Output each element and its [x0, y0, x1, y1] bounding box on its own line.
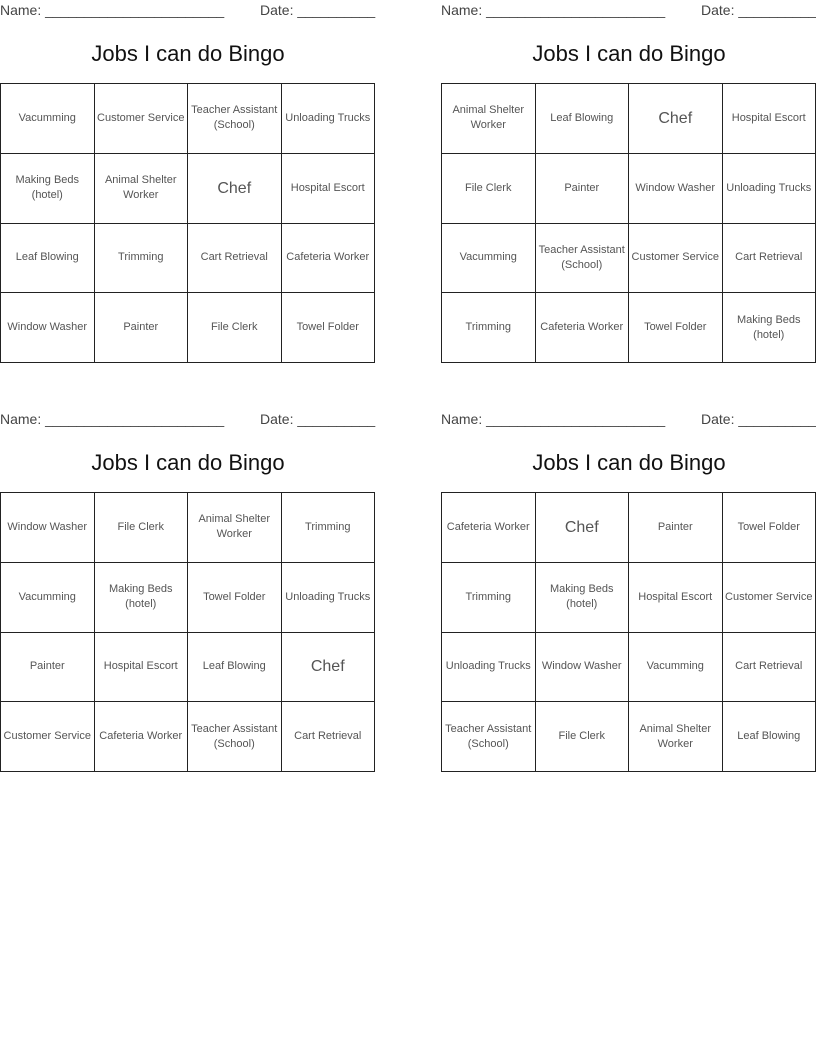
bingo-cell[interactable]: Customer Service	[95, 84, 189, 154]
date-field[interactable]: Date: __________	[701, 2, 816, 18]
bingo-cell[interactable]: File Clerk	[442, 154, 536, 224]
bingo-cell[interactable]: Trimming	[282, 493, 376, 563]
bingo-cell[interactable]: Hospital Escort	[95, 633, 189, 703]
bingo-cell[interactable]: Chef	[536, 493, 630, 563]
bingo-cell[interactable]: Making Beds (hotel)	[95, 563, 189, 633]
card-title: Jobs I can do Bingo	[91, 41, 285, 66]
name-field[interactable]: Name: _______________________	[441, 2, 666, 18]
card-header	[441, 409, 816, 429]
bingo-cell[interactable]: Customer Service	[629, 224, 723, 294]
bingo-cell[interactable]: Customer Service	[723, 563, 816, 633]
bingo-cell[interactable]: Window Washer	[1, 293, 95, 363]
bingo-card-3	[0, 409, 376, 774]
bingo-cell[interactable]: Leaf Blowing	[188, 633, 282, 703]
date-field[interactable]: Date: __________	[701, 411, 816, 427]
bingo-cell[interactable]: Painter	[1, 633, 95, 703]
bingo-cell[interactable]: Vacumming	[1, 563, 95, 633]
bingo-cell[interactable]: Unloading Trucks	[723, 154, 816, 224]
bingo-cell[interactable]: File Clerk	[188, 293, 282, 363]
bingo-cell[interactable]: Trimming	[442, 563, 536, 633]
bingo-grid	[441, 492, 816, 772]
bingo-cell[interactable]: File Clerk	[95, 493, 189, 563]
bingo-cell[interactable]: Animal Shelter Worker	[442, 84, 536, 154]
bingo-cell[interactable]: Cafeteria Worker	[536, 293, 630, 363]
bingo-cell[interactable]: Cafeteria Worker	[95, 702, 189, 772]
bingo-cell[interactable]: Cafeteria Worker	[442, 493, 536, 563]
bingo-cell[interactable]: Leaf Blowing	[1, 224, 95, 294]
bingo-cell[interactable]: Painter	[629, 493, 723, 563]
bingo-grid	[0, 492, 375, 772]
bingo-cell[interactable]: Vacumming	[1, 84, 95, 154]
bingo-grid	[441, 83, 816, 363]
bingo-cell[interactable]: Teacher Assistant (School)	[536, 224, 630, 294]
card-title: Jobs I can do Bingo	[532, 450, 726, 475]
bingo-cell[interactable]: Trimming	[442, 293, 536, 363]
bingo-cell[interactable]: Cafeteria Worker	[282, 224, 376, 294]
bingo-cell[interactable]: Making Beds (hotel)	[536, 563, 630, 633]
bingo-cell[interactable]: Making Beds (hotel)	[723, 293, 816, 363]
card-title: Jobs I can do Bingo	[532, 41, 726, 66]
bingo-cell[interactable]: Towel Folder	[629, 293, 723, 363]
bingo-cell[interactable]: Painter	[95, 293, 189, 363]
bingo-cell[interactable]: Cart Retrieval	[723, 633, 816, 703]
bingo-cell[interactable]: Trimming	[95, 224, 189, 294]
bingo-cell[interactable]: Vacumming	[442, 224, 536, 294]
bingo-cell[interactable]: Unloading Trucks	[442, 633, 536, 703]
bingo-cell[interactable]: Unloading Trucks	[282, 84, 376, 154]
bingo-cell[interactable]: Teacher Assistant (School)	[188, 84, 282, 154]
bingo-cell[interactable]: Towel Folder	[723, 493, 816, 563]
bingo-cell[interactable]: Making Beds (hotel)	[1, 154, 95, 224]
bingo-cell[interactable]: Towel Folder	[282, 293, 376, 363]
bingo-card-2	[441, 0, 816, 365]
bingo-cell[interactable]: Customer Service	[1, 702, 95, 772]
bingo-cell[interactable]: Window Washer	[629, 154, 723, 224]
bingo-cell[interactable]: Window Washer	[1, 493, 95, 563]
date-field[interactable]: Date: __________	[260, 411, 376, 427]
bingo-cell[interactable]: Painter	[536, 154, 630, 224]
bingo-cell[interactable]: Cart Retrieval	[723, 224, 816, 294]
bingo-cell[interactable]: Window Washer	[536, 633, 630, 703]
bingo-cell[interactable]: Teacher Assistant (School)	[188, 702, 282, 772]
card-header	[0, 0, 376, 20]
bingo-cell[interactable]: Teacher Assistant (School)	[442, 702, 536, 772]
bingo-cell[interactable]: Animal Shelter Worker	[629, 702, 723, 772]
bingo-cell[interactable]: File Clerk	[536, 702, 630, 772]
card-title: Jobs I can do Bingo	[91, 450, 285, 475]
bingo-cell[interactable]: Animal Shelter Worker	[188, 493, 282, 563]
bingo-card-1	[0, 0, 376, 365]
bingo-cell[interactable]: Hospital Escort	[282, 154, 376, 224]
bingo-cell[interactable]: Unloading Trucks	[282, 563, 376, 633]
name-field[interactable]: Name: _______________________	[441, 411, 666, 427]
bingo-card-4	[441, 409, 816, 774]
bingo-cell[interactable]: Chef	[629, 84, 723, 154]
bingo-cell[interactable]: Leaf Blowing	[536, 84, 630, 154]
bingo-cell[interactable]: Hospital Escort	[723, 84, 816, 154]
bingo-cell[interactable]: Cart Retrieval	[188, 224, 282, 294]
bingo-cell[interactable]: Chef	[188, 154, 282, 224]
bingo-cell[interactable]: Chef	[282, 633, 376, 703]
bingo-cell[interactable]: Cart Retrieval	[282, 702, 376, 772]
name-field[interactable]: Name: _______________________	[0, 411, 225, 427]
date-field[interactable]: Date: __________	[260, 2, 376, 18]
bingo-cell[interactable]: Leaf Blowing	[723, 702, 816, 772]
bingo-cell[interactable]: Towel Folder	[188, 563, 282, 633]
card-header	[441, 0, 816, 20]
name-field[interactable]: Name: _______________________	[0, 2, 225, 18]
card-header	[0, 409, 376, 429]
bingo-cell[interactable]: Animal Shelter Worker	[95, 154, 189, 224]
bingo-grid	[0, 83, 375, 363]
bingo-cell[interactable]: Hospital Escort	[629, 563, 723, 633]
bingo-cell[interactable]: Vacumming	[629, 633, 723, 703]
